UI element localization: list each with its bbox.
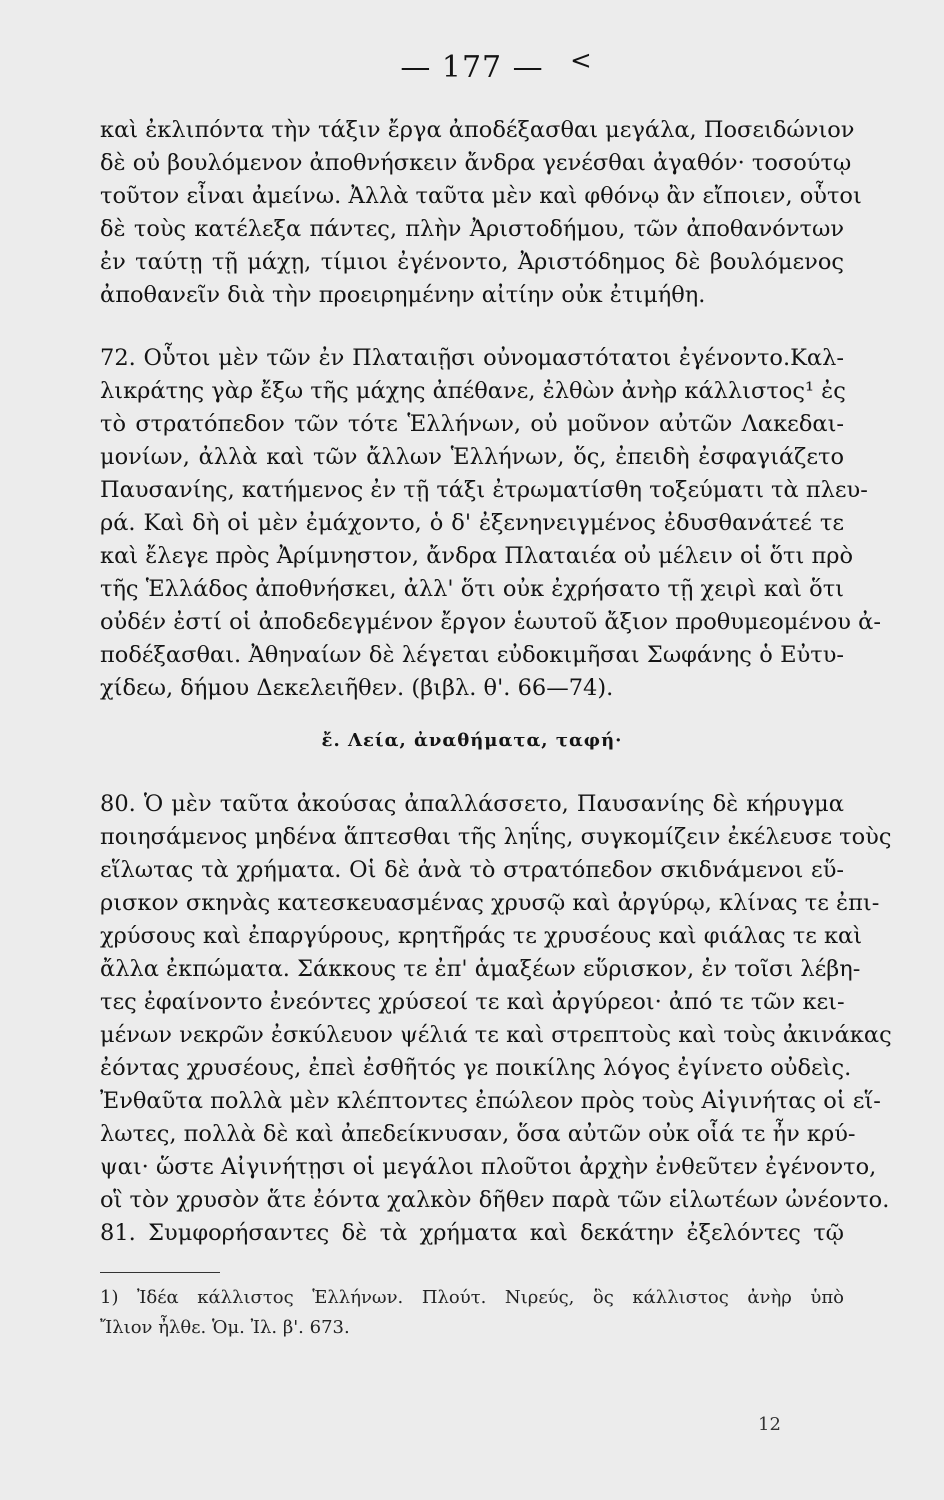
text-line: ἐόντας χρυσέους, ἐπεὶ ἐσθῆτός γε ποικίλης λόγος ἐγίνετο οὐδεὶς. xyxy=(100,1055,852,1081)
text-line: ποδέξασθαι. Ἀθηναίων δὲ λέγεται εὐδοκιμῆσαι Σωφάνης ὁ Εὐτυ- xyxy=(100,642,844,668)
text-line: ρά. Καὶ δὴ οἱ μὲν ἐμάχοντο, ὁ δ' ἐξενηνειγμένος ἐδυσθανάτεέ τε xyxy=(100,510,844,536)
text-line: τῆς Ἑλλάδος ἀποθνήσκει, ἀλλ' ὅτι οὐκ ἐχρήσατο τῇ χειρὶ καὶ ὅτι xyxy=(100,576,844,602)
text-line: Παυσανίης, κατήμενος ἐν τῇ τάξι ἐτρωματίσθη τοξεύματι τὰ πλευ- xyxy=(100,477,868,503)
text-line: οἳ τὸν χρυσὸν ἅτε ἐόντα χαλκὸν δῆθεν παρὰ τῶν εἱλωτέων ὠνέοντο. xyxy=(100,1187,890,1213)
text-line: εἵλωτας τὰ χρήματα. Οἱ δὲ ἀνὰ τὸ στρατόπεδον σκιδνάμενοι εὕ- xyxy=(100,857,844,883)
page-header xyxy=(0,46,944,85)
text-line: Ἐνθαῦτα πολλὰ μὲν κλέπτοντες ἐπώλεον πρὸς τοὺς Αἰγινήτας οἱ εἵ- xyxy=(100,1088,881,1114)
paragraph-81-start: 81. Συμφορήσαντες δὲ τὰ χρήματα καὶ δεκάτην ἐξελόντες τῷ xyxy=(100,1220,844,1246)
text-line: ψαι· ὥστε Αἰγινήτῃσι οἱ μεγάλοι πλοῦτοι ἀρχὴν ἐνθεῦτεν ἐγένοντο, xyxy=(100,1154,877,1180)
text-line: ρισκον σκηνὰς κατεσκευασμένας χρυσῷ καὶ ἀργύρῳ, κλίνας τε ἐπι- xyxy=(100,890,880,916)
text-line: δὲ οὐ βουλόμενον ἀποθνήσκειν ἄνδρα γενέσθαι ἀγαθόν· τοσούτῳ xyxy=(100,150,852,176)
text-line: ποιησάμενος μηδένα ἅπτεσθαι τῆς ληΐης, συγκομίζειν ἐκέλευσε τοὺς xyxy=(100,824,892,850)
signature-mark: 12 xyxy=(758,1414,781,1435)
text-line: χίδεω, δήμου Δεκελειῆθεν. (βιβλ. θ'. 66—74). xyxy=(100,675,614,701)
text-line: χρύσους καὶ ἐπαργύρους, κρητῆράς τε χρυσέους καὶ φιάλας τε καὶ xyxy=(100,923,863,949)
text-line: λικράτης γὰρ ἔξω τῆς μάχης ἀπέθανε, ἐλθὼν ἀνὴρ κάλλιστος¹ ἐς xyxy=(100,378,846,404)
text-line: τὸ στρατόπεδον τῶν τότε Ἑλλήνων, οὐ μοῦνον αὐτῶν Λακεδαι- xyxy=(100,411,844,437)
footnote-rule xyxy=(100,1272,220,1273)
text-line: οὐδέν ἐστί οἱ ἀποδεδεγμένον ἔργον ἑωυτοῦ ἄξιον προθυμεομένου ἀ- xyxy=(100,609,881,635)
footnote-line: 1) Ἰδέα κάλλιστος Ἑλλήνων. Πλούτ. Νιρεύς, ὃς κάλλιστος ἀνὴρ ὑπὸ xyxy=(100,1287,844,1308)
text-line: τοῦτον εἶναι ἀμείνω. Ἀλλὰ ταῦτα μὲν καὶ φθόνῳ ἂν εἴποιεν, οὗτοι xyxy=(100,183,862,209)
text-line: μένων νεκρῶν ἐσκύλευον ψέλιά τε καὶ στρεπτοὺς καὶ τοὺς ἀκινάκας xyxy=(100,1022,892,1048)
text-line: καὶ ἔλεγε πρὸς Ἀρίμνηστον, ἄνδρα Πλαταιέα οὐ μέλειν οἱ ὅτι πρὸ xyxy=(100,543,854,569)
corner-mark: < xyxy=(570,46,593,76)
footnote-line: Ἴλιον ἦλθε. Ὁμ. Ἰλ. β'. 673. xyxy=(100,1317,350,1338)
text-line: μονίων, ἀλλὰ καὶ τῶν ἄλλων Ἑλλήνων, ὅς, ἐπειδὴ ἐσφαγιάζετο xyxy=(100,444,844,470)
section-heading: ἔ. Λεία, ἀναθήματα, ταφή· xyxy=(321,730,623,751)
text-line: δὲ τοὺς κατέλεξα πάντες, πλὴν Ἀριστοδήμου, τῶν ἀποθανόντων xyxy=(100,216,844,242)
text-line: λωτες, πολλὰ δὲ καὶ ἀπεδείκνυσαν, ὅσα αὐτῶν οὐκ οἷά τε ἦν κρύ- xyxy=(100,1121,856,1147)
paragraph-80-start: 80. Ὁ μὲν ταῦτα ἀκούσας ἀπαλλάσσετο, Παυσανίης δὲ κήρυγμα xyxy=(100,791,844,817)
text-line: καὶ ἐκλιπόντα τὴν τάξιν ἔργα ἀποδέξασθαι μεγάλα, Ποσειδώνιον xyxy=(100,117,855,143)
text-line: ἐν ταύτῃ τῇ μάχῃ, τίμιοι ἐγένοντο, Ἀριστόδημος δὲ βουλόμενος xyxy=(100,249,844,275)
text-line: ἀποθανεῖν διὰ τὴν προειρημένην αἰτίην οὐκ ἐτιμήθη. xyxy=(100,282,706,308)
text-line: ἄλλα ἐκπώματα. Σάκκους τε ἐπ' ἁμαξέων εὕρισκον, ἐν τοῖσι λέβη- xyxy=(100,956,861,982)
page-number: — 177 — xyxy=(400,50,544,85)
paragraph-72-start: 72. Οὗτοι μὲν τῶν ἐν Πλαταιῇσι οὐνομαστότατοι ἐγένοντο.Καλ- xyxy=(100,345,844,371)
text-line: τες ἐφαίνοντο ἐνεόντες χρύσεοί τε καὶ ἀργύρεοι· ἀπό τε τῶν κει- xyxy=(100,989,845,1015)
